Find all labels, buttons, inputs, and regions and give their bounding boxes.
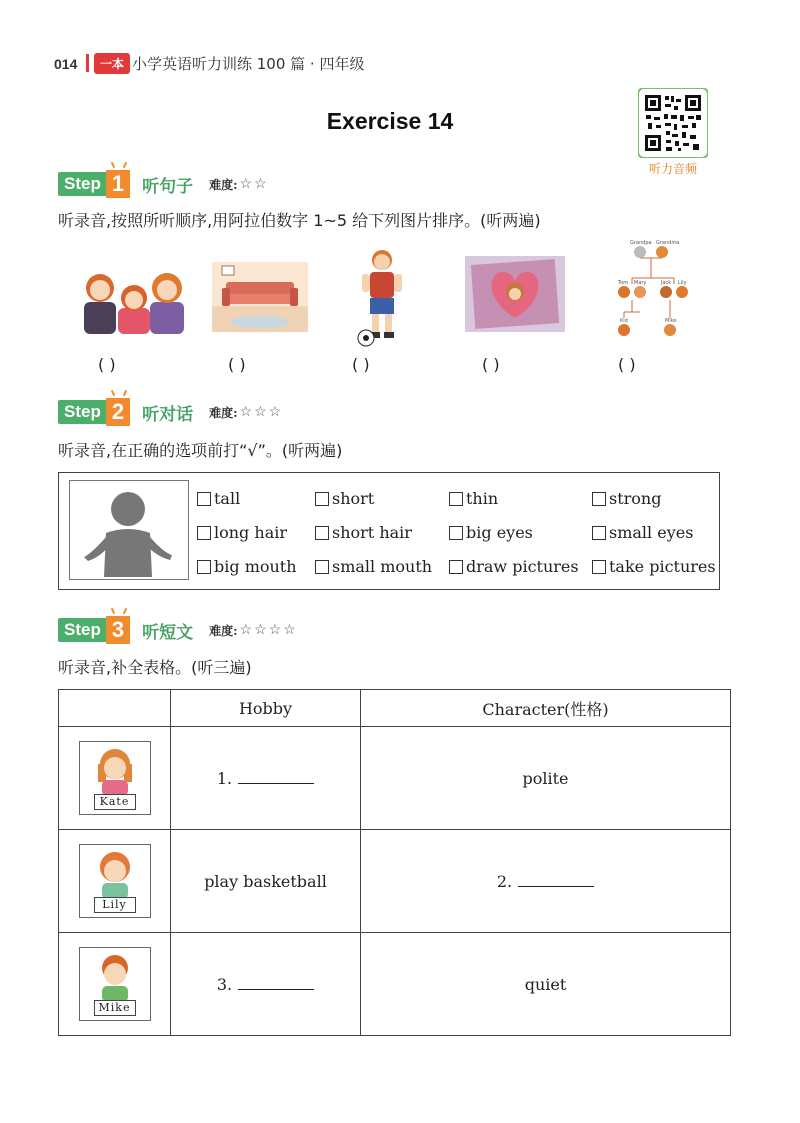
option-label: tall xyxy=(214,489,241,508)
option-checkbox[interactable] xyxy=(197,523,287,542)
difficulty-label: 难度: xyxy=(209,177,238,192)
answer-paren[interactable]: ( ) xyxy=(228,355,246,374)
difficulty-stars: ☆☆☆ xyxy=(239,404,284,420)
answer-paren[interactable]: ( ) xyxy=(352,355,370,374)
table-row xyxy=(59,830,731,933)
step-title: 听短文 xyxy=(142,622,194,643)
option-checkbox[interactable] xyxy=(449,557,579,576)
tree-label: Mike xyxy=(665,318,677,324)
answer-blank[interactable] xyxy=(238,769,314,784)
avatar-cell xyxy=(59,933,171,1036)
step1-instruction: 听录音,按照所听顺序,用阿拉伯数字 1~5 给下列图片排序。(听两遍) xyxy=(58,211,541,230)
checkbox-icon[interactable] xyxy=(449,560,463,574)
table-row xyxy=(59,727,731,830)
difficulty-stars: ☆☆ xyxy=(239,176,269,192)
photo-frame-picture xyxy=(465,256,565,332)
tree-label: Grandpa xyxy=(630,240,652,246)
option-checkbox[interactable] xyxy=(449,523,533,542)
step2-options-box xyxy=(58,472,720,590)
name-tag: Lily xyxy=(94,897,136,913)
football-boy-picture xyxy=(356,248,408,348)
table-header: Character(性格) xyxy=(361,690,731,727)
blank-number: 2. xyxy=(496,871,513,891)
checkbox-icon[interactable] xyxy=(197,560,211,574)
family-picture xyxy=(84,262,184,334)
option-checkbox[interactable] xyxy=(592,489,661,508)
avatar xyxy=(79,844,151,918)
step1-header xyxy=(58,170,269,198)
character-cell: polite xyxy=(361,727,731,830)
table-row xyxy=(59,933,731,1036)
step-number: 3 xyxy=(106,616,130,644)
hobby-cell[interactable] xyxy=(171,727,361,830)
difficulty-label: 难度: xyxy=(209,405,238,420)
tree-label: Grandma xyxy=(656,240,680,246)
step-word: Step xyxy=(58,618,106,642)
character-cell[interactable] xyxy=(361,830,731,933)
option-label: thin xyxy=(466,489,499,508)
tree-label: Mary xyxy=(634,280,647,286)
difficulty-stars: ☆☆☆☆ xyxy=(239,622,298,638)
checkbox-icon[interactable] xyxy=(315,560,329,574)
checkbox-icon[interactable] xyxy=(449,492,463,506)
living-room-picture xyxy=(212,262,308,332)
character-cell: quiet xyxy=(361,933,731,1036)
option-checkbox[interactable] xyxy=(592,557,716,576)
avatar-cell xyxy=(59,830,171,933)
blank-number: 1. xyxy=(216,768,233,788)
table-header xyxy=(59,690,171,727)
option-label: small mouth xyxy=(332,557,433,576)
option-checkbox[interactable] xyxy=(315,489,374,508)
option-label: big eyes xyxy=(466,523,533,542)
qr-label: 听力音频 xyxy=(648,162,697,176)
answer-paren[interactable]: ( ) xyxy=(482,355,500,374)
qr-code-icon[interactable] xyxy=(638,88,708,158)
option-checkbox[interactable] xyxy=(592,523,693,542)
step2-instruction: 听录音,在正确的选项前打“√”。(听两遍) xyxy=(58,441,343,460)
tree-label: Tom xyxy=(618,280,629,286)
hobby-cell[interactable] xyxy=(171,933,361,1036)
option-label: take pictures xyxy=(609,557,716,576)
page-number: 014 xyxy=(54,56,78,72)
step-title: 听对话 xyxy=(142,404,194,425)
grandparents xyxy=(634,246,668,258)
checkbox-icon[interactable] xyxy=(197,526,211,540)
step-number: 2 xyxy=(106,398,130,426)
step-number: 1 xyxy=(106,170,130,198)
name-tag: Mike xyxy=(94,1000,136,1016)
tree-label: Jack xyxy=(661,280,672,286)
step-title: 听句子 xyxy=(142,176,194,197)
table-header: Hobby xyxy=(171,690,361,727)
tree-label: Lily xyxy=(678,280,687,286)
option-checkbox[interactable] xyxy=(315,523,412,542)
checkbox-icon[interactable] xyxy=(315,526,329,540)
answer-blank[interactable] xyxy=(238,975,314,990)
checkbox-icon[interactable] xyxy=(315,492,329,506)
answer-blank[interactable] xyxy=(518,872,594,887)
step-word: Step xyxy=(58,172,106,196)
name-tag: Kate xyxy=(94,794,136,810)
step3-header xyxy=(58,616,298,644)
option-checkbox[interactable] xyxy=(449,489,498,508)
blank-number: 3. xyxy=(216,974,233,994)
checkbox-icon[interactable] xyxy=(592,560,606,574)
person-silhouette-icon xyxy=(70,481,188,579)
answer-paren[interactable]: ( ) xyxy=(98,355,116,374)
exercise-title: Exercise 14 xyxy=(326,108,454,134)
option-checkbox[interactable] xyxy=(197,557,297,576)
option-label: strong xyxy=(609,489,662,508)
step-word: Step xyxy=(58,400,106,424)
option-checkbox[interactable] xyxy=(315,557,432,576)
option-label: draw pictures xyxy=(466,557,579,576)
silhouette-frame xyxy=(69,480,189,580)
option-label: small eyes xyxy=(609,523,694,542)
option-label: short hair xyxy=(332,523,412,542)
hobby-cell: play basketball xyxy=(171,830,361,933)
checkbox-icon[interactable] xyxy=(592,492,606,506)
family-tree-picture xyxy=(610,238,694,348)
difficulty-label: 难度: xyxy=(209,623,238,638)
tree-label: Kid xyxy=(620,318,628,324)
brand-logo: 一本 xyxy=(94,53,130,74)
option-checkbox[interactable] xyxy=(197,489,240,508)
avatar-cell xyxy=(59,727,171,830)
answer-paren[interactable]: ( ) xyxy=(618,355,636,374)
step3-instruction: 听录音,补全表格。(听三遍) xyxy=(58,658,252,677)
book-title: 小学英语听力训练 100 篇 · 四年级 xyxy=(132,55,365,73)
avatar xyxy=(79,947,151,1021)
checkbox-icon[interactable] xyxy=(449,526,463,540)
avatar xyxy=(79,741,151,815)
checkbox-icon[interactable] xyxy=(197,492,211,506)
checkbox-icon[interactable] xyxy=(592,526,606,540)
hobby-table xyxy=(58,689,731,1036)
header-divider xyxy=(86,54,89,72)
option-label: short xyxy=(332,489,375,508)
option-label: big mouth xyxy=(214,557,297,576)
table-header-row xyxy=(59,690,731,727)
step2-header xyxy=(58,398,283,426)
option-label: long hair xyxy=(214,523,287,542)
